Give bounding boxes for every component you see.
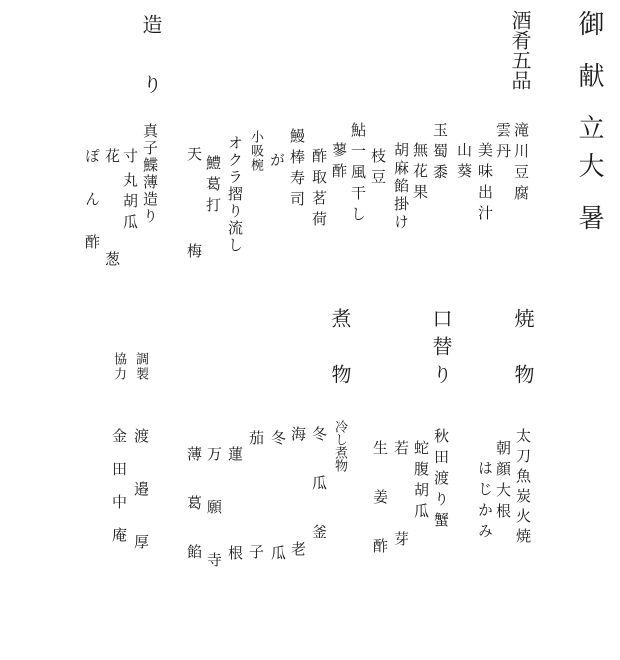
nimono-item: 薄葛餡	[185, 446, 203, 593]
sakana-item: 雲丹	[494, 122, 512, 164]
sakana-item: 鱧葛打	[204, 155, 222, 218]
sakana-item: 美味出汁	[476, 142, 494, 226]
kuchigawari-item: 若芽	[392, 440, 410, 622]
sakana-item: オクラ摺り流し	[226, 135, 244, 254]
tsukuri-item: 丸胡瓜	[121, 172, 139, 235]
yakimono-item: 太刀魚炭火焼	[514, 428, 532, 548]
nimono-item: 海老	[289, 426, 307, 656]
sakana-heading: 酒肴五品	[508, 10, 532, 90]
nimono-item: 冬瓜	[269, 430, 287, 660]
sakana-item: 蓼酢	[330, 142, 348, 184]
sakana-item: 山葵	[455, 142, 473, 184]
tsukuri-item: 花葱	[103, 148, 121, 354]
sakana-item: 小吸椀	[248, 130, 263, 172]
yakimono-heading: 焼物	[511, 308, 535, 420]
nimono-item: 茄	[247, 430, 265, 445]
tsukuri-heading: 造り	[139, 14, 163, 134]
cooperation-by: 金田中庵	[110, 428, 128, 560]
tsukuri-item: 寸	[121, 148, 139, 163]
nimono-item: 子	[247, 544, 265, 559]
cooperation-label: 協力	[111, 352, 126, 382]
nimono-heading: 煮物	[328, 308, 352, 420]
sakana-item: 滝川豆腐	[512, 122, 530, 206]
prepared-by: 渡邉厚	[132, 428, 150, 587]
season-label: 大暑	[574, 152, 604, 256]
sakana-item: 鰻棒寿司	[288, 128, 306, 212]
nimono-item: 万願寺	[205, 446, 223, 605]
sakana-item: 酢取茗荷	[310, 148, 328, 232]
sakana-item: が	[268, 152, 286, 167]
sakana-item: 枝豆	[369, 148, 387, 190]
kuchigawari-item: 秋田渡り蟹	[432, 428, 450, 533]
menu-title: 御献立	[574, 10, 604, 166]
tsukuri-item: 真子鰈薄造り	[141, 123, 159, 225]
yakimono-item: はじかみ	[476, 460, 494, 544]
kuchigawari-item: 蛇腹胡瓜	[412, 440, 430, 524]
sakana-item: 胡麻餡掛け	[392, 142, 410, 232]
nimono-item: 蓮根	[226, 446, 244, 644]
nimono-item: 冷し煮物	[332, 420, 347, 472]
sakana-item: 無花果	[411, 142, 429, 205]
kuchigawari-item: 生姜酢	[371, 440, 389, 587]
yakimono-item: 朝顔大根	[494, 440, 512, 524]
nimono-item: 冬瓜釜	[310, 426, 328, 573]
sakana-item: 玉蜀黍	[431, 122, 449, 185]
prepared-label: 調製	[133, 352, 148, 382]
sakana-item: 天梅	[185, 146, 203, 340]
sakana-item: 鮎一風干し	[349, 122, 367, 227]
kuchigawari-heading: 口替り	[429, 308, 453, 392]
tsukuri-item: ぽん酢	[83, 148, 101, 277]
